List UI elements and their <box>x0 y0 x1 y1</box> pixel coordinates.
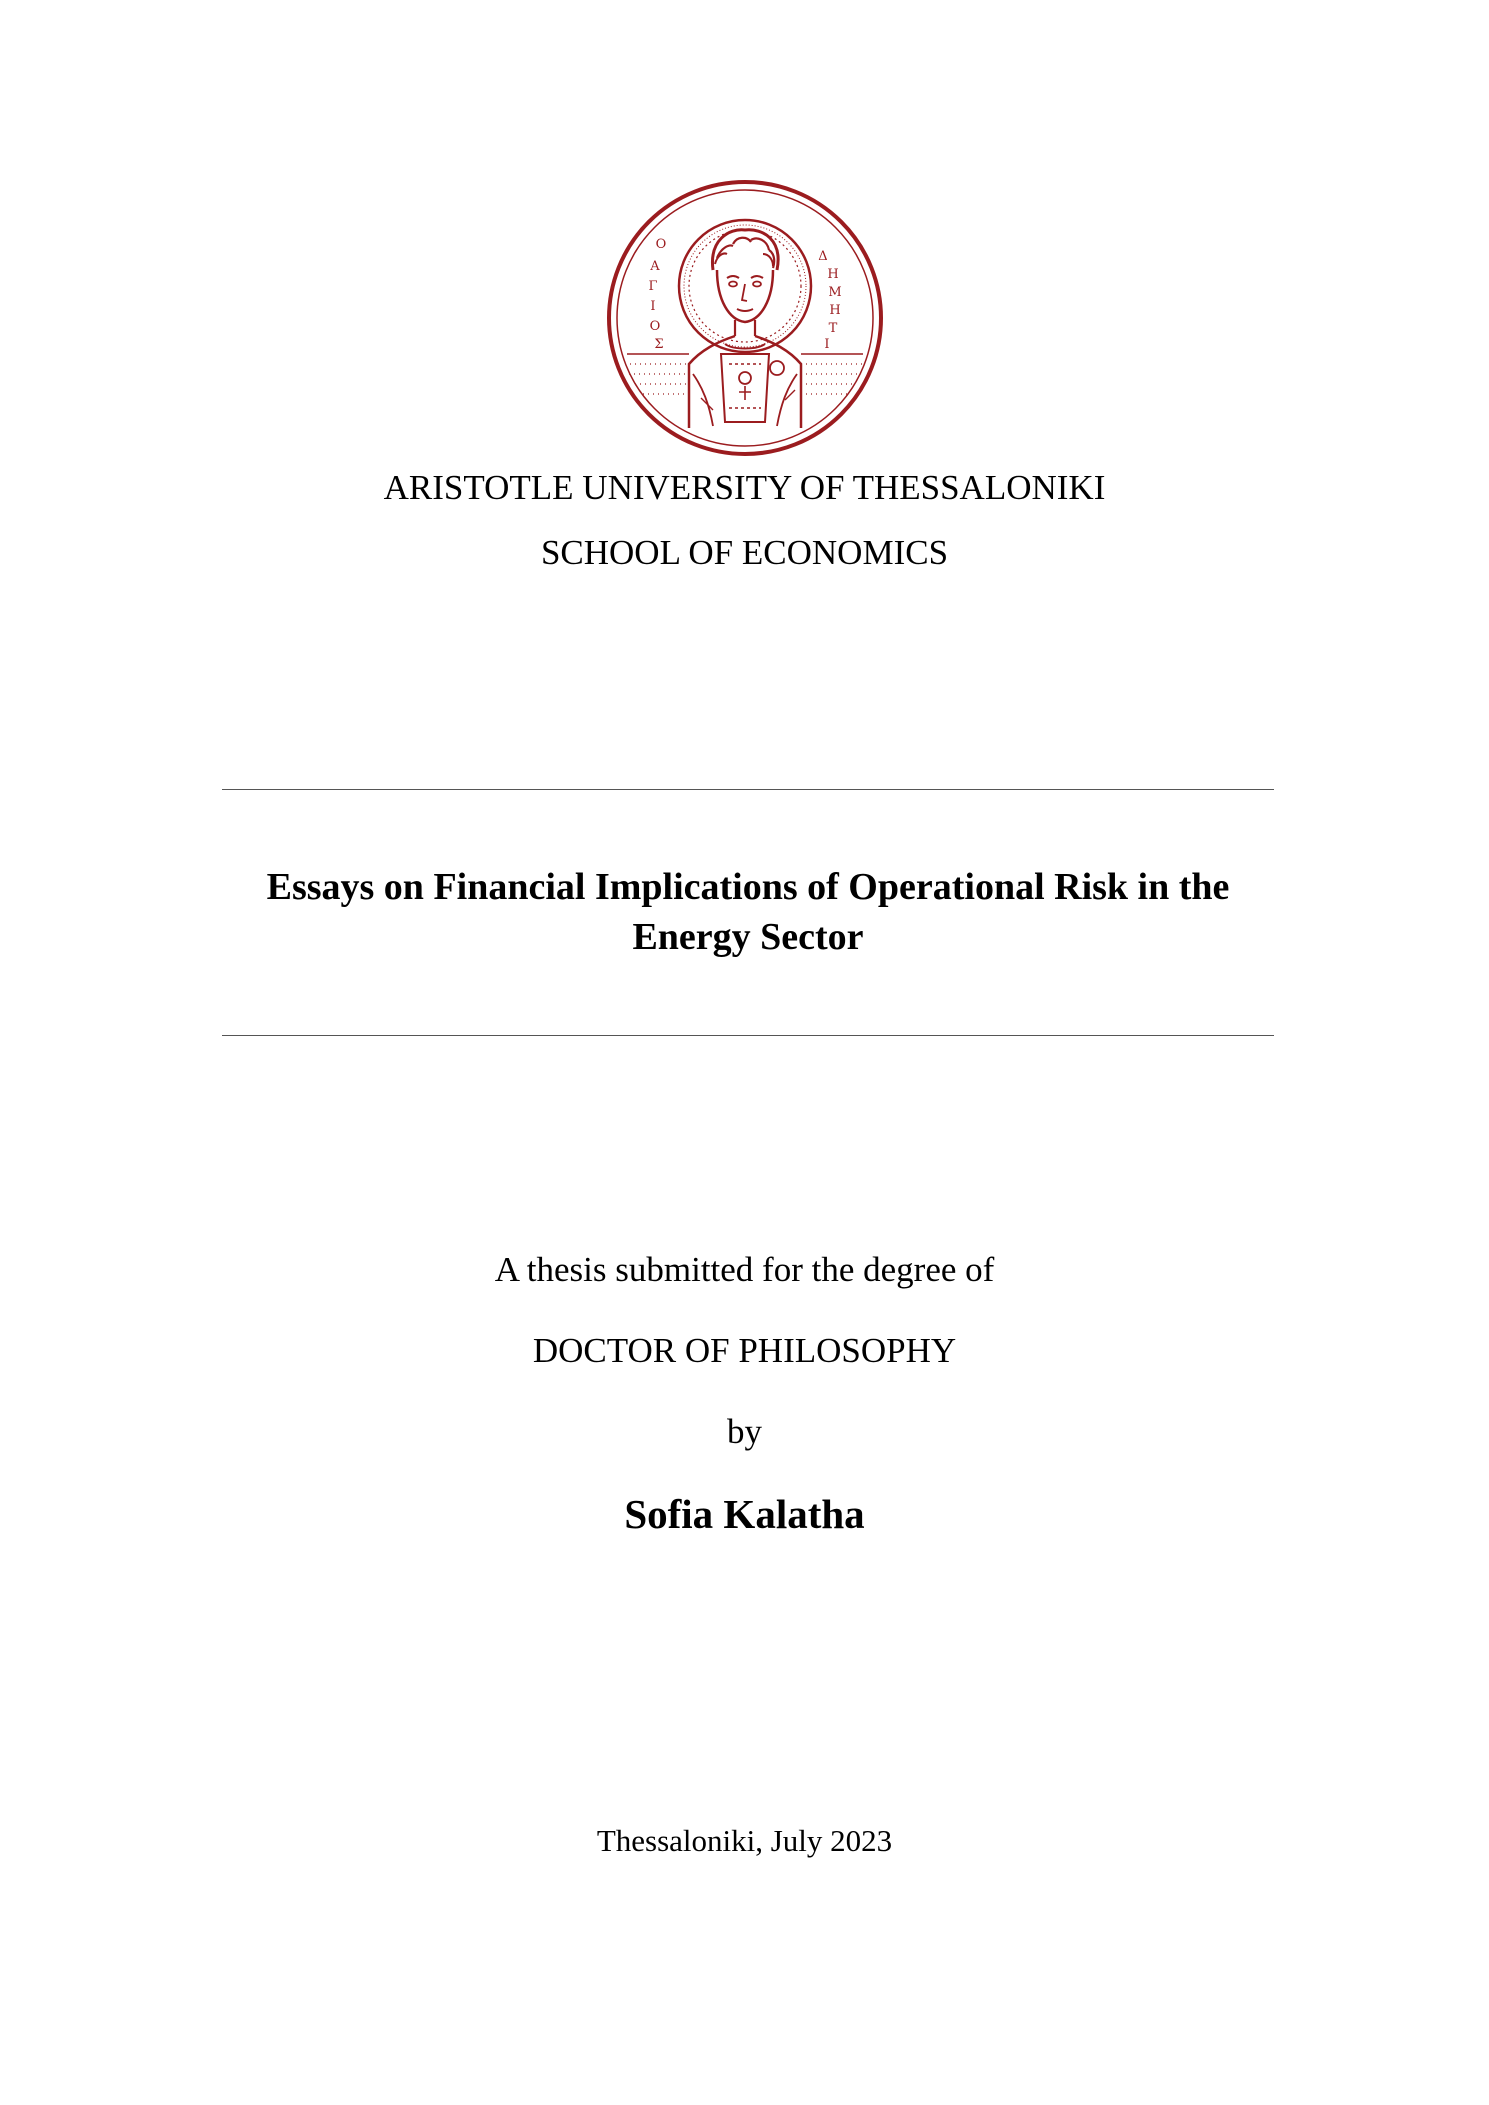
svg-text:Μ: Μ <box>828 285 842 300</box>
title-divider-top <box>222 789 1274 790</box>
submission-statement: A thesis submitted for the degree of <box>494 1250 995 1289</box>
by-label: by <box>727 1412 762 1451</box>
svg-text:Η: Η <box>827 267 839 282</box>
svg-text:Ο: Ο <box>655 237 667 252</box>
svg-text:Ι: Ι <box>824 337 830 352</box>
svg-text:Ο: Ο <box>649 319 661 334</box>
university-name: ARISTOTLE UNIVERSITY OF THESSALONIKI <box>383 468 1106 507</box>
svg-text:Ι: Ι <box>650 299 656 314</box>
svg-text:Γ: Γ <box>648 279 658 294</box>
place-date: Thessaloniki, July 2023 <box>596 1823 893 1858</box>
svg-text:Δ: Δ <box>818 249 828 264</box>
svg-text:Σ: Σ <box>654 337 664 352</box>
degree-name: DOCTOR OF PHILOSOPHY <box>532 1331 957 1370</box>
thesis-title-line-2: Energy Sector <box>632 916 864 958</box>
university-seal-icon <box>605 178 885 458</box>
title-divider-bottom <box>222 1035 1274 1036</box>
thesis-title-line-1: Essays on Financial Implications of Operational Risk in the <box>266 866 1230 908</box>
svg-text:Τ: Τ <box>828 321 838 336</box>
thesis-title <box>222 862 1274 962</box>
svg-text:Η: Η <box>829 303 841 318</box>
author-name: Sofia Kalatha <box>624 1491 865 1537</box>
svg-text:Α: Α <box>650 259 660 274</box>
school-name: SCHOOL OF ECONOMICS <box>540 533 949 572</box>
